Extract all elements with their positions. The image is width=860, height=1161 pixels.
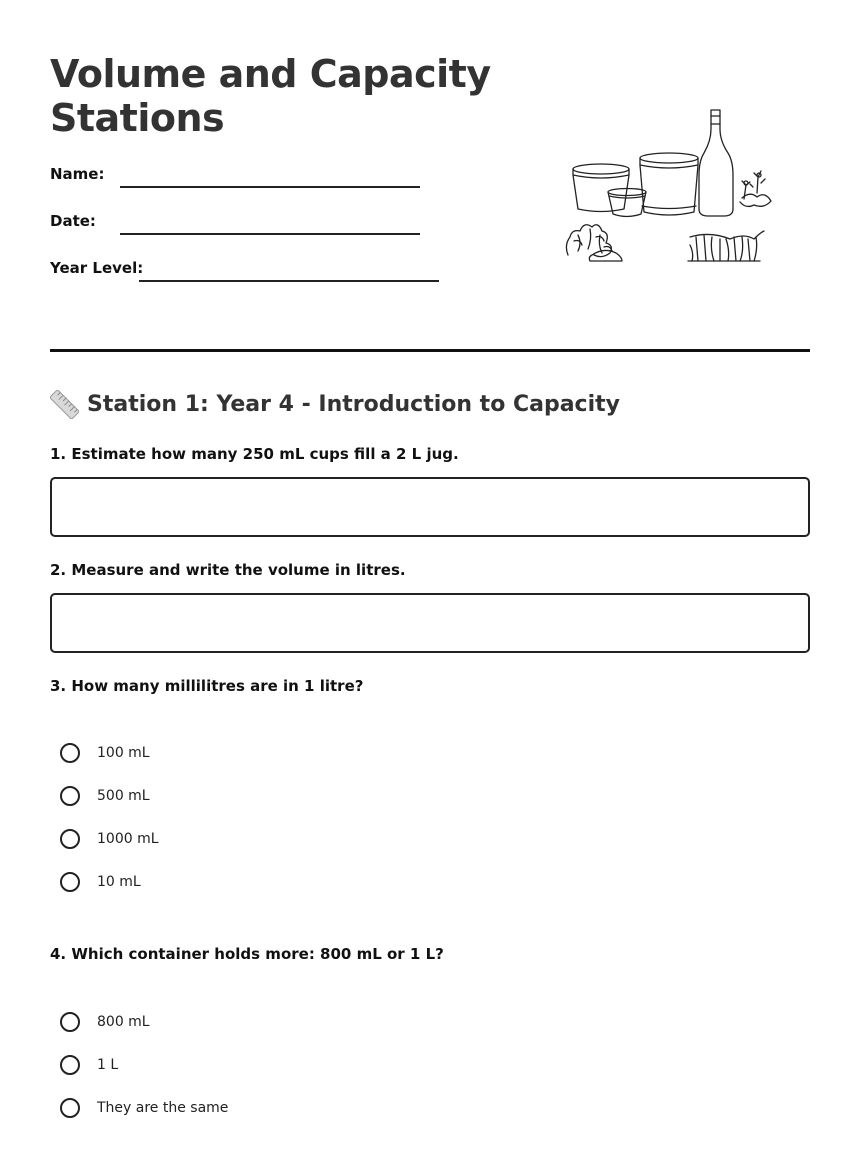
radio-button[interactable] (60, 743, 80, 763)
name-field (50, 165, 422, 189)
name-label: Name: (50, 165, 105, 183)
question-3-option[interactable] (60, 826, 159, 852)
option-label: 800 mL (97, 1014, 150, 1030)
question-1: 1. Estimate how many 250 mL cups fill a 2 L jug. (50, 445, 459, 463)
option-label: 1 L (97, 1057, 119, 1073)
radio-button[interactable] (60, 1012, 80, 1032)
station-1-heading (50, 388, 620, 420)
option-label: 500 mL (97, 788, 150, 804)
year-level-label: Year Level: (50, 259, 144, 277)
option-label: 100 mL (97, 745, 150, 761)
question-3-option[interactable] (60, 869, 141, 895)
page-title-line-1: Volume and Capacity (50, 52, 491, 96)
question-3: 3. How many millilitres are in 1 litre? (50, 677, 364, 695)
radio-button[interactable] (60, 829, 80, 849)
date-line[interactable] (120, 233, 420, 235)
date-field (50, 212, 422, 236)
name-line[interactable] (120, 186, 420, 188)
question-2: 2. Measure and write the volume in litres. (50, 561, 406, 579)
question-4-option[interactable] (60, 1052, 118, 1078)
question-4: 4. Which container holds more: 800 mL or 1 L? (50, 945, 444, 963)
question-1-answer-box[interactable] (50, 477, 810, 537)
section-divider (50, 349, 810, 352)
radio-button[interactable] (60, 872, 80, 892)
option-label: 1000 mL (97, 831, 159, 847)
station-1-title: Station 1: Year 4 - Introduction to Capacity (87, 391, 620, 417)
year-level-field (50, 259, 441, 283)
question-2-answer-box[interactable] (50, 593, 810, 653)
question-4-option[interactable] (60, 1095, 228, 1121)
question-3-option[interactable] (60, 783, 150, 809)
question-3-option[interactable] (60, 740, 150, 766)
ruler-icon (50, 390, 79, 419)
option-label: They are the same (97, 1100, 229, 1116)
page-title (50, 52, 491, 140)
radio-button[interactable] (60, 786, 80, 806)
option-label: 10 mL (97, 874, 141, 890)
year-level-line[interactable] (139, 280, 439, 282)
question-4-option[interactable] (60, 1009, 150, 1035)
radio-button[interactable] (60, 1098, 80, 1118)
page-title-line-2: Stations (50, 96, 225, 140)
containers-illustration (560, 105, 775, 270)
radio-button[interactable] (60, 1055, 80, 1075)
date-label: Date: (50, 212, 96, 230)
